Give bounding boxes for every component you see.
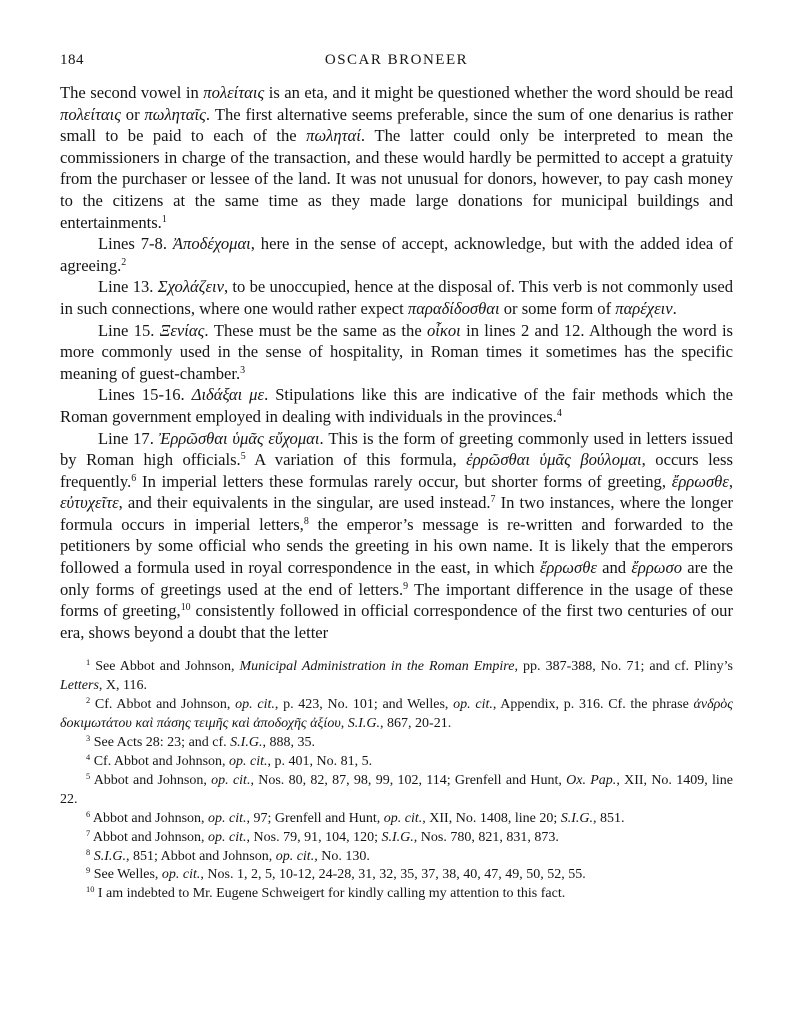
footnote: $^1$ See Abbot and Johnson, Municipal Administration in the Roman Empire, pp. 387-388, No. 71; and cf. Pliny’s Letters, X, 116. bbox=[60, 658, 733, 694]
footnote: $^9$ See Welles, op. cit., Nos. 1, 2, 5, 10-12, 24-28, 31, 32, 35, 37, 38, 40, 47, 49, 50, 52, 55. bbox=[86, 866, 586, 883]
page-header bbox=[60, 52, 733, 74]
footnote: $^3$ See Acts 28: 23; and cf. S.I.G., 888, 35. bbox=[86, 734, 315, 751]
footnote: $^6$ Abbot and Johnson, op. cit., 97; Grenfell and Hunt, op. cit., XII, No. 1408, line 20; S.I.G., 851. bbox=[86, 809, 625, 826]
paragraph: Line 15. Ξενίας. These must be the same as the οἶκοι in lines 2 and 12. Although the word is more commonly used in the sense of hospitality, in Roman times it sometimes has the specific meaning of guest-chamber.$^3$ bbox=[60, 320, 734, 383]
page bbox=[60, 52, 733, 904]
footnotes bbox=[60, 658, 733, 904]
footnote: $^8$ S.I.G., 851; Abbot and Johnson, op. cit., No. 130. bbox=[86, 847, 370, 864]
footnote: $^2$ Cf. Abbot and Johnson, op. cit., p. 423, No. 101; and Welles, op. cit., Appendix, p. 316. Cf. the phrase ἀνδρὸς δοκιμωτάτου καὶ πάσης τειμῆς καὶ ἀποδοχῆς ἀξίου, S.I.G., 867, 20-21. bbox=[60, 696, 733, 732]
footnote: $^4$ Cf. Abbot and Johnson, op. cit., p. 401, No. 81, 5. bbox=[86, 752, 373, 769]
paragraph: The second vowel in πολείταις is an eta, and it might be questioned whether the word should be read πολείταις or πωληταῖς. The first alternative seems preferable, since the sum of one denarius is rather small to be paid to each of the πωληταί. The latter could only be interpreted to mean the commissioners in charge of the transaction, and these would hardly be permitted to accept a gratuity from the purchaser or lessee of the land. It was not unusual for donors, however, to pay cash money to the citizens at the same time as they made large donations for municipal buildings and entertainments.$^1$ bbox=[60, 83, 734, 232]
paragraph: Line 13. Σχολάζειν, to be unoccupied, hence at the disposal of. This verb is not commonly used in such connections, where one would rather expect παραδίδοσθαι or some form of παρέχειν. bbox=[60, 277, 733, 318]
paragraph: Lines 15-16. Διδάξαι με. Stipulations like this are indicative of the fair methods which the Roman government employed in dealing with individuals in the provinces.$^4$ bbox=[60, 385, 733, 426]
paragraph: Line 17. Ἐρρῶσθαι ὑμᾶς εὔχομαι. This is the form of greeting commonly used in letters issued by Roman high officials.$^5$ A variation of this formula, ἐρρῶσθαι ὑμᾶς βούλομαι, occurs less frequently.$^6$ In imperial letters these formulas rarely occur, but shorter forms of greeting, ἔρρωσθε, εὐτυχεῖτε, and their equivalents in the singular, are used instead.$^7$ In two instances, where the longer formula occurs in imperial letters,$^8$ the emperor’s message is re-written and forwarded to the petitioners by some official who sends the greeting in his own name. It is likely that the emperors followed a formula used in royal correspondence in the east, in which ἔρρωσθε and ἔρρωσο are the only forms of greetings used at the end of letters.$^9$ The important difference in the usage of these forms of greeting,$^{10}$ consistently followed in official correspondence of the first two centuries of our era, shows beyond a doubt that the letter bbox=[60, 428, 734, 642]
body-text bbox=[60, 82, 733, 643]
footnote: $^7$ Abbot and Johnson, op. cit., Nos. 79, 91, 104, 120; S.I.G., Nos. 780, 821, 831, 873. bbox=[86, 828, 559, 845]
footnote: $^{10}$ I am indebted to Mr. Eugene Schweigert for kindly calling my attention to this fact. bbox=[86, 885, 566, 902]
paragraph: Lines 7-8. Ἀποδέχομαι, here in the sense of accept, acknowledge, but with the added idea of agreeing.$^2$ bbox=[60, 234, 733, 275]
footnote: $^5$ Abbot and Johnson, op. cit., Nos. 80, 82, 87, 98, 99, 102, 114; Grenfell and Hunt, Ox. Pap., XII, No. 1409, line 22. bbox=[60, 771, 733, 807]
page-number: 184 bbox=[60, 52, 84, 68]
running-head: OSCAR BRONEER bbox=[324, 52, 469, 68]
